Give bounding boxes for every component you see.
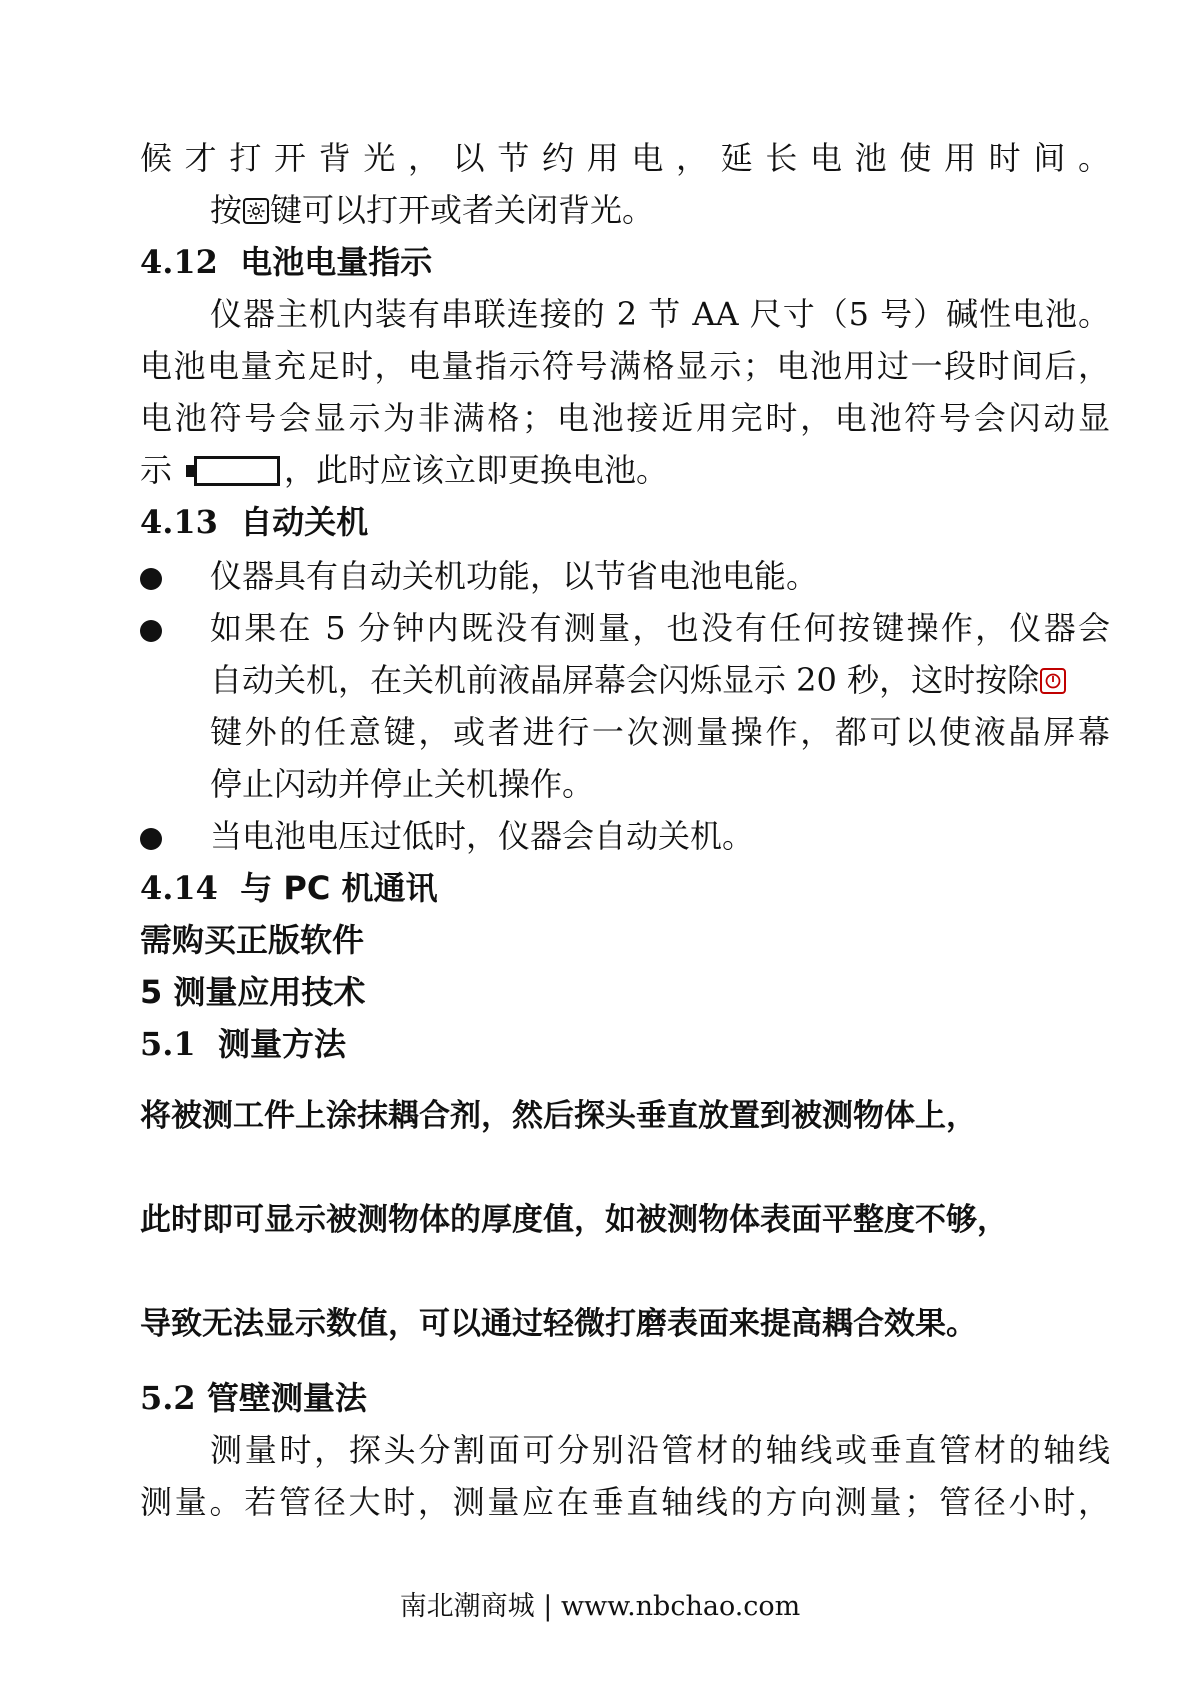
text-line: 此时即可显示被测物体的厚度值，如被测物体表面平整度不够， bbox=[140, 1202, 1008, 1238]
text-line: 电池电量充足时，电量指示符号满格显示；电池用过一段时间后， bbox=[140, 347, 1110, 385]
power-key-icon bbox=[1040, 668, 1066, 694]
section-title: 电池电量指示 bbox=[240, 243, 433, 281]
list-item: 当电池电压过低时，仪器会自动关机。 bbox=[210, 817, 755, 855]
bullet-dot bbox=[140, 620, 162, 642]
text-fragment: 示 bbox=[140, 451, 173, 489]
list-item-continuation: 停止闪动并停止关机操作。 bbox=[210, 765, 595, 803]
page-footer: 南北潮商城 | www.nbchao.com bbox=[399, 1591, 801, 1622]
section-title: 测量方法 bbox=[217, 1025, 346, 1063]
text-line: 测量时，探头分割面可分别沿管材的轴线或垂直管材的轴线 bbox=[210, 1431, 1110, 1469]
chapter-heading-5: 5 测量应用技术 bbox=[140, 973, 366, 1011]
text-line: 测量。若管径大时，测量应在垂直轴线的方向测量；管径小时， bbox=[140, 1483, 1110, 1521]
text-line bbox=[210, 190, 654, 230]
section-number: 4.13 bbox=[140, 503, 218, 541]
bullet-dot bbox=[140, 828, 162, 850]
section-title: 管壁测量法 bbox=[206, 1379, 367, 1417]
section-number: 4.12 bbox=[140, 243, 218, 281]
list-item: 如果在 5 分钟内既没有测量，也没有任何按键操作，仪器会 bbox=[210, 609, 1110, 647]
section-number: 5.1 bbox=[140, 1025, 196, 1063]
text-line: 候才打开背光，以节约用电，延长电池使用时间。 bbox=[140, 139, 1110, 177]
text-line: 仪器主机内装有串联连接的 2 节 AA 尺寸（5 号）碱性电池。 bbox=[210, 295, 1110, 333]
section-heading-5-2 bbox=[140, 1378, 367, 1418]
section-number: 5.2 bbox=[140, 1379, 196, 1417]
section-heading-4-13 bbox=[140, 502, 368, 542]
section-heading-5-1 bbox=[140, 1024, 346, 1064]
text-line bbox=[140, 450, 668, 490]
text-fragment: 按 bbox=[210, 191, 243, 229]
text-fragment: ，此时应该立即更换电池。 bbox=[284, 451, 669, 489]
battery-empty-icon bbox=[186, 456, 282, 486]
text-line: 导致无法显示数值，可以通过轻微打磨表面来提高耦合效果。 bbox=[140, 1306, 977, 1342]
section-title: 与 PC 机通讯 bbox=[240, 869, 438, 907]
text-line: 需购买正版软件 bbox=[140, 921, 365, 959]
section-title: 自动关机 bbox=[240, 503, 369, 541]
list-item-continuation: 键外的任意键，或者进行一次测量操作，都可以使液晶屏幕 bbox=[210, 713, 1110, 751]
list-item: 仪器具有自动关机功能，以节省电池电能。 bbox=[210, 557, 819, 595]
list-item-continuation bbox=[210, 660, 1067, 700]
text-fragment: 自动关机，在关机前液晶屏幕会闪烁显示 20 秒，这时按除 bbox=[210, 661, 1040, 699]
bullet-dot bbox=[140, 568, 162, 590]
text-fragment: 键可以打开或者关闭背光。 bbox=[270, 191, 655, 229]
section-number: 4.14 bbox=[140, 869, 218, 907]
backlight-key-icon bbox=[243, 198, 269, 224]
section-heading-4-14 bbox=[140, 868, 437, 908]
text-line: 将被测工件上涂抹耦合剂，然后探头垂直放置到被测物体上， bbox=[140, 1098, 977, 1134]
section-heading-4-12 bbox=[140, 242, 432, 282]
text-line: 电池符号会显示为非满格；电池接近用完时，电池符号会闪动显 bbox=[140, 399, 1110, 437]
